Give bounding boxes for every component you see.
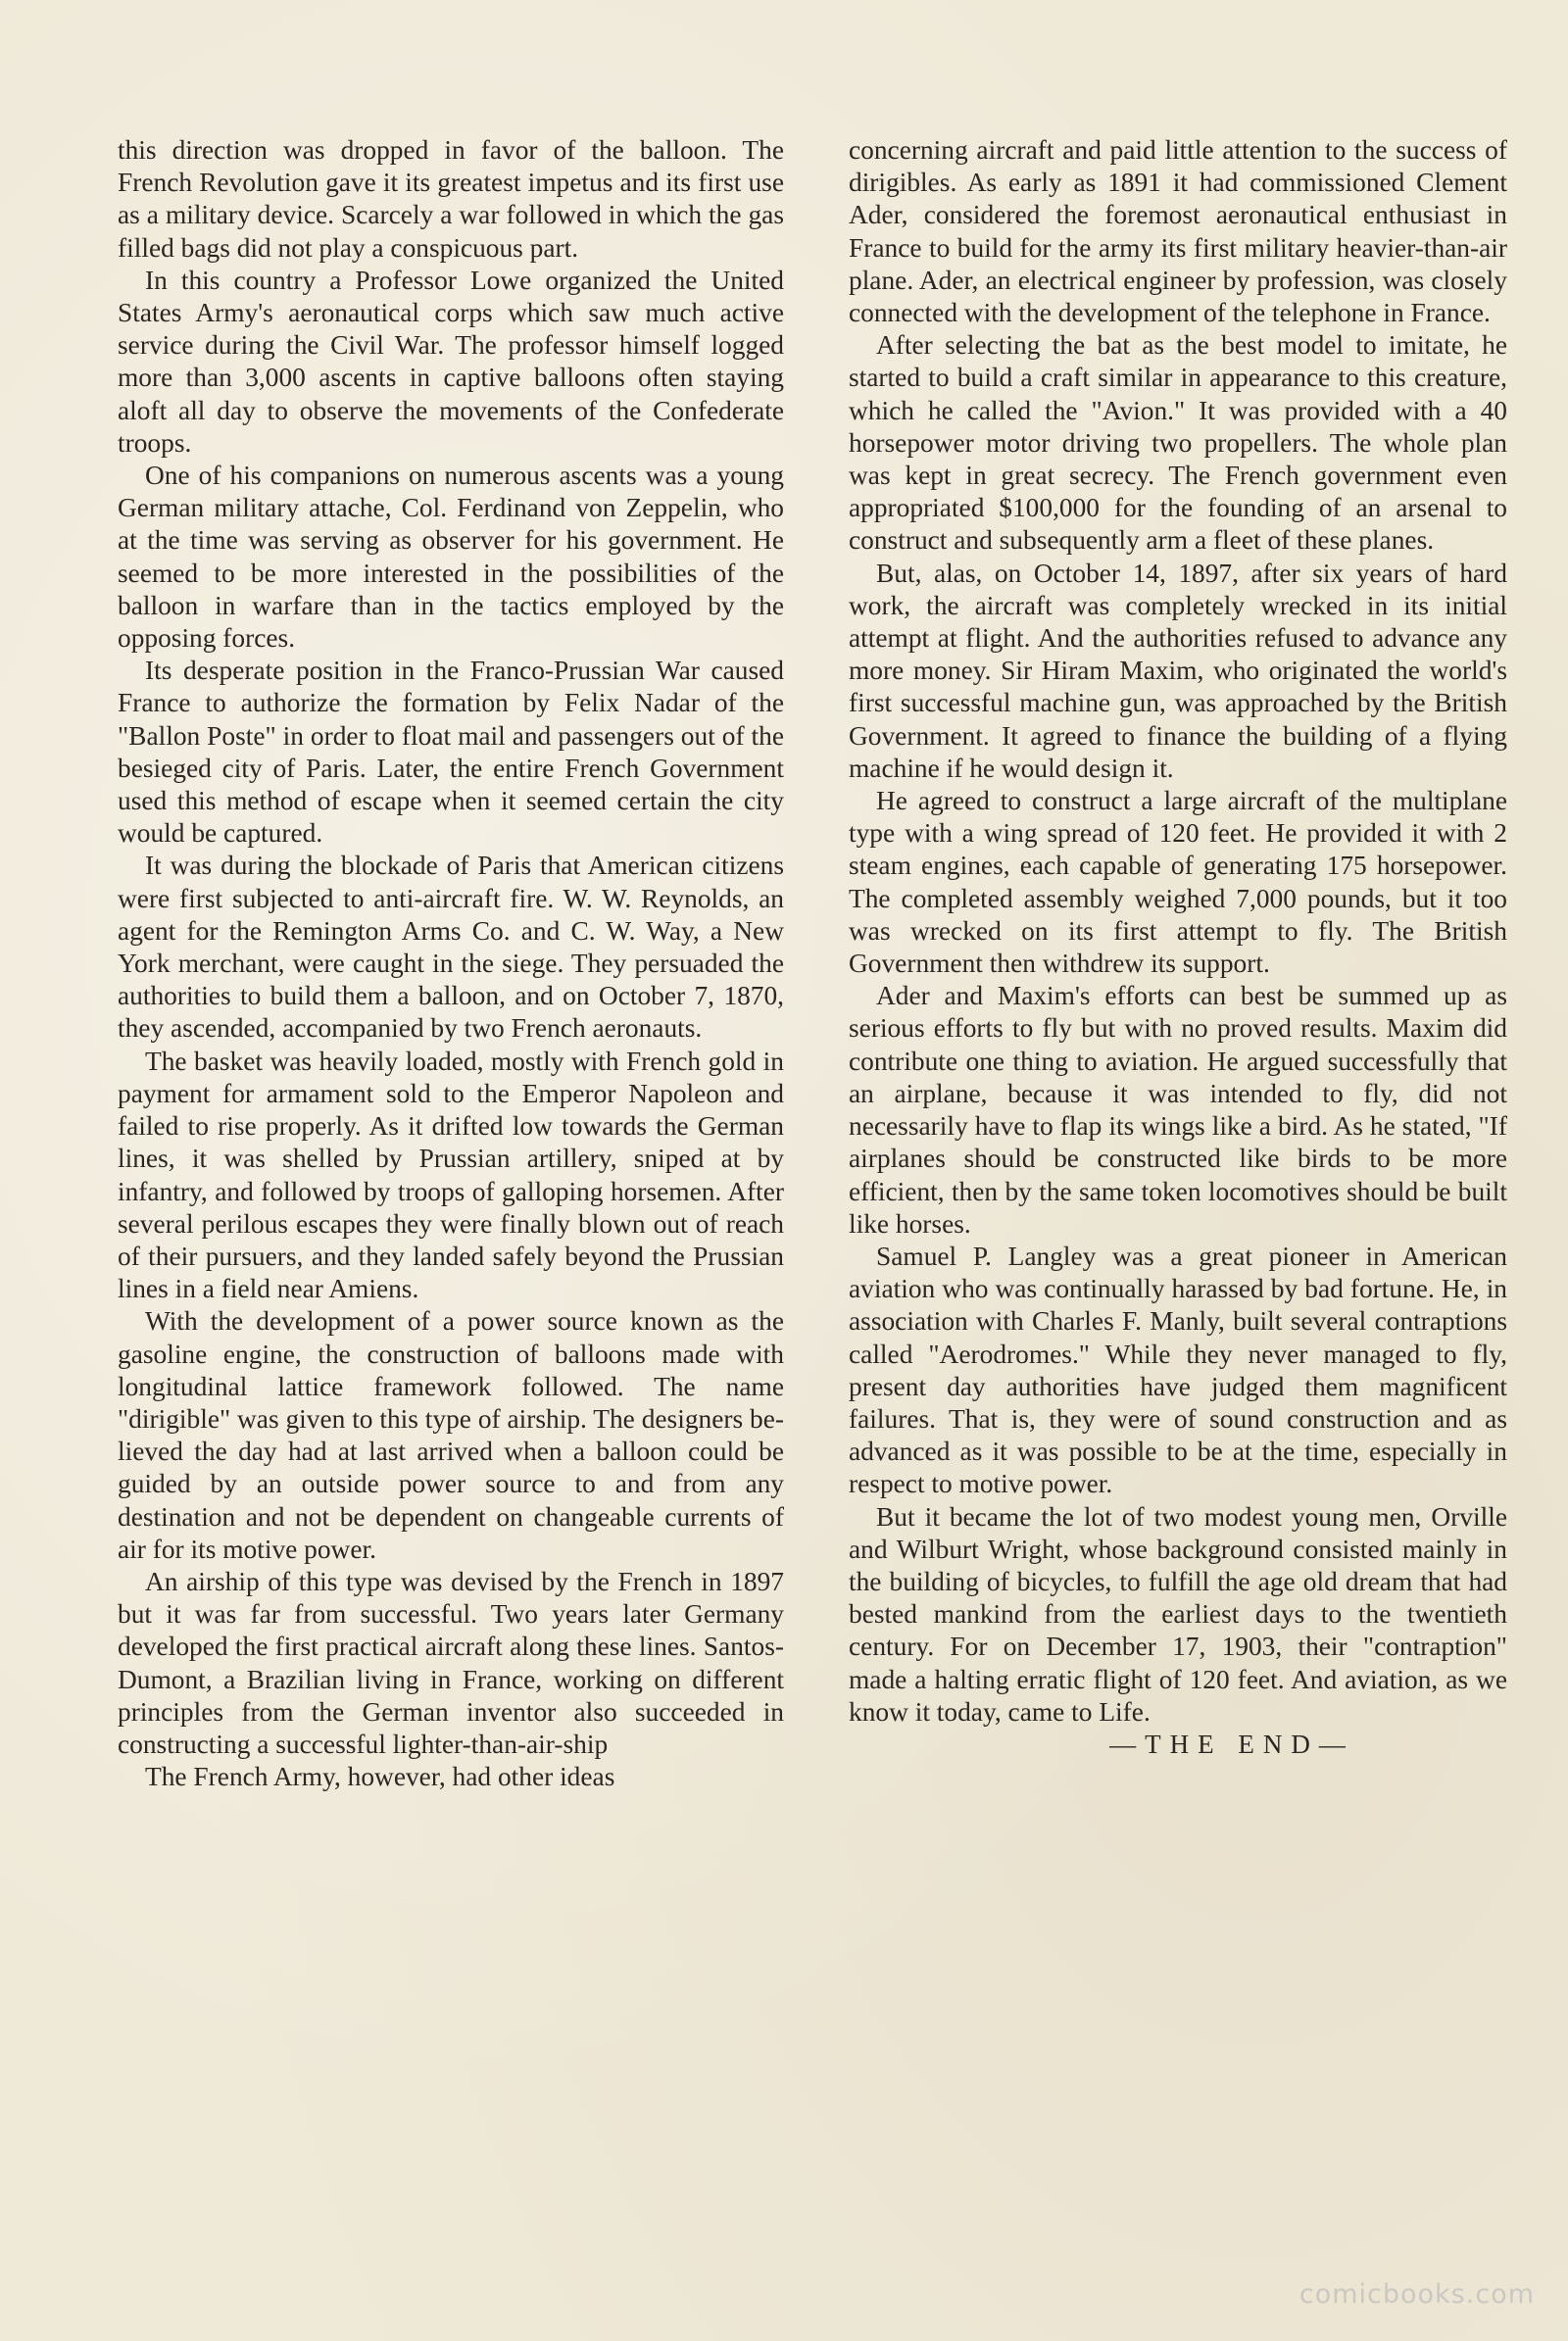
the-end-text: —THE END—: [1109, 1729, 1354, 1759]
paragraph: Ader and Maxim's efforts can best be summed up as serious efforts to fly but with no proved results. Maxim did contribute one thing to aviation. He argued successfully that an airplane, because it was intended to fly, did not necessarily have to flap its wings like a bird. As he stated, "If airplanes should be constructed like birds to be more efficient, then by the same token locomotives should be built like horses.: [849, 981, 1507, 1239]
paragraph: Its desperate position in the Franco-Prussian War caused France to authorize the formation by Felix Nadar of the "Ballon Poste" in order to float mail and passengers out of the besieged city of Paris. Later, the entire French Government used this method of escape when it seemed certain the city would be captured.: [118, 656, 784, 849]
paragraph: The French Army, however, had other ideas: [145, 1762, 615, 1792]
paragraph: In this country a Professor Lowe organized the United States Army's aeronautical corps which saw much active service during the Civil War. The professor himself logged more than 3,000 ascents in captive balloons often staying aloft all day to observe the movements of the Confederate troops.: [118, 265, 784, 458]
paragraph: But it became the lot of two modest young men, Orville and Wilburt Wright, whose background consisted mainly in the building of bicycles, to fulfill the age old dream that had bested mankind from the earliest days to the twentieth century. For on December 17, 1903, their "contraption" made a halting erratic flight of 120 feet. And aviation, as we know it today, came to Life.: [849, 1501, 1507, 1727]
left-column: [118, 134, 784, 1793]
paragraph: After selecting the bat as the best model to imitate, he started to build a craft similar in appearance to this creature, which he called the "Avion." It was provided with a 40 horsepower motor driving two propellers. The whole plan was kept in great secrecy. The French government even appropriated $100,000 for the founding of an arsenal to construct and subsequently arm a fleet of these planes.: [849, 330, 1507, 556]
paragraph: But, alas, on October 14, 1897, after six years of hard work, the aircraft was completely wrecked in its initial attempt at flight. And the authorities refused to advance any more money. Sir Hiram Maxim, who originated the world's first successful machine gun, was approached by the British Government. It agreed to finance the building of a flying machine if he would design it.: [849, 558, 1507, 783]
paragraph: An airship of this type was devised by the French in 1897 but it was far from successful. Two years later Germany developed the first practical aircraft along these lines. Santos-Dumont, a Brazilian living in France, working on different principles from the German inventor also succeeded in constructing a successful lighter-than-air-ship: [118, 1566, 784, 1759]
paragraph: this direction was dropped in favor of the balloon. The French Revolution gave it its greatest impetus and its first use as a military device. Scarcely a war followed in which the gas filled bags did not play a conspicuous part.: [118, 135, 784, 263]
paragraph: With the development of a power source known as the gasoline engine, the construction of balloons made with longitudinal lattice framework followed. The name "dirigible" was given to this type of airship. The designers believed the day had at last arrived when a balloon could be guided by an outside power source to and from any destination and not be dependent on changeable currents of air for its motive power.: [118, 1306, 784, 1564]
paragraph: Samuel P. Langley was a great pioneer in American aviation who was continually harassed by bad fortune. He, in association with Charles F. Manly, built several contraptions called "Aerodromes." While they never managed to fly, present day authorities have judged them magnificent failures. That is, they were of sound construction and as advanced as it was possible to be at the time, especially in respect to motive power.: [849, 1241, 1507, 1499]
paragraph: One of his companions on numerous ascents was a young German military attache, Col. Ferdinand von Zeppelin, who at the time was serving as observer for his government. He seemed to be more interested in the possibilities of the balloon in warfare than in the tactics employed by the opposing forces.: [118, 461, 784, 654]
paragraph: He agreed to construct a large aircraft of the multiplane type with a wing spread of 120 feet. He provided it with 2 steam engines, each capable of generating 175 horsepower. The completed assembly weighed 7,000 pounds, but it too was wrecked on its first attempt to fly. The British Government then withdrew its support.: [849, 786, 1507, 979]
watermark: comicbooks.com: [1298, 2279, 1535, 2310]
right-column: [849, 134, 1507, 1761]
paragraph: The basket was heavily loaded, mostly with French gold in payment for armament sold to the Emperor Napoleon and failed to rise properly. As it drifted low towards the German lines, it was shelled by Prussian artillery, sniped at by infantry, and followed by troops of galloping horsemen. After several perilous escapes they were finally blown out of reach of their pursuers, and they landed safely beyond the Prussian lines in a field near Amiens.: [118, 1046, 784, 1304]
paragraph: It was during the blockade of Paris that American citizens were first subjected to anti-aircraft fire. W. W. Reynolds, an agent for the Remington Arms Co. and C. W. Way, a New York merchant, were caught in the siege. They persuaded the authorities to build them a balloon, and on October 7, 1870, they ascended, accompanied by two French aeronauts.: [118, 851, 784, 1044]
paragraph: concerning aircraft and paid little attention to the success of dirigibles. As early as 1891 it had commissioned Clement Ader, considered the foremost aeronautical enthusiast in France to build for the army its first military heavier-than-air plane. Ader, an electrical engineer by profession, was closely connected with the development of the telephone in France.: [849, 135, 1507, 328]
